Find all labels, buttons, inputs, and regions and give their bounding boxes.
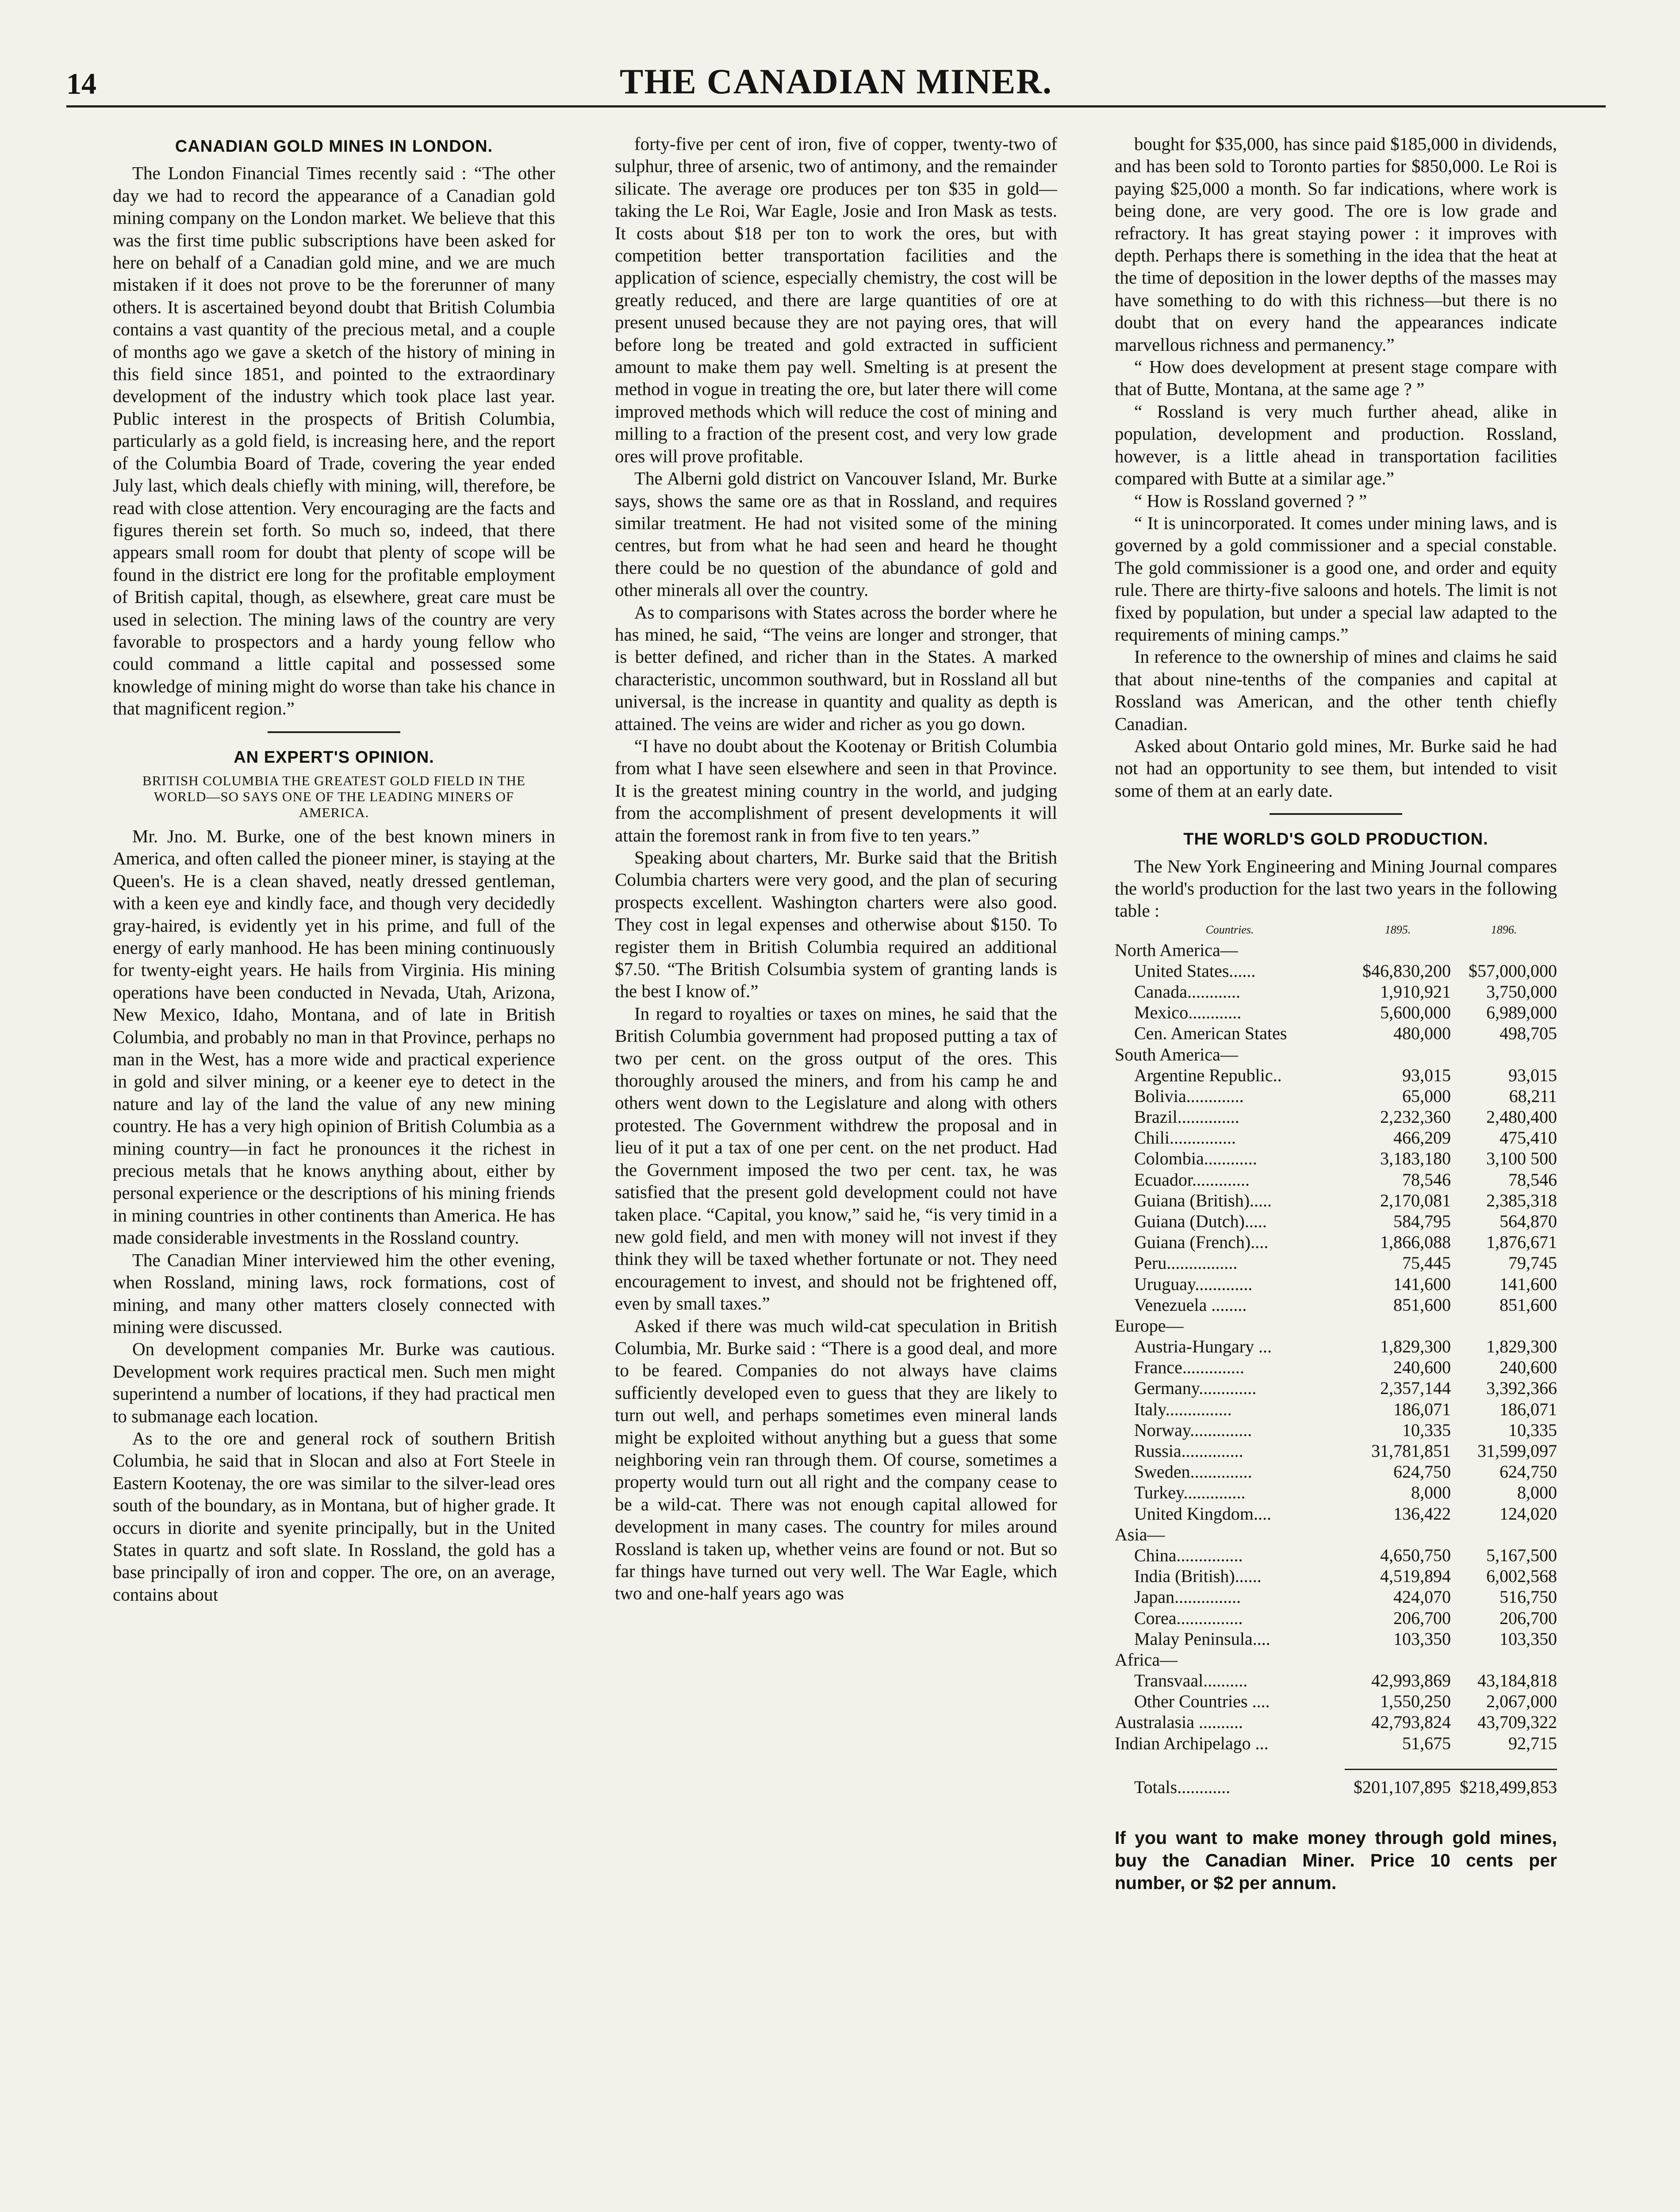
country-name: Uruguay............. <box>1134 1274 1253 1294</box>
table-row <box>1115 1566 1557 1586</box>
column-header-1895: 1895. <box>1385 923 1411 936</box>
value-1895: 624,750 <box>1393 1462 1451 1482</box>
region-heading: Africa— <box>1115 1649 1178 1670</box>
article-body <box>615 133 1057 1605</box>
table-row <box>1115 1628 1557 1649</box>
table-row <box>1115 1274 1557 1294</box>
country-name: Guiana (French).... <box>1134 1232 1269 1252</box>
table-row <box>1115 1065 1557 1086</box>
value-1896: 141,600 <box>1500 1274 1557 1294</box>
value-1895: 65,000 <box>1402 1086 1451 1106</box>
value-1895: 4,650,750 <box>1380 1545 1451 1565</box>
value-1895: 240,600 <box>1393 1357 1451 1378</box>
country-name: Colombia............ <box>1134 1148 1257 1169</box>
table-row <box>1115 1190 1557 1211</box>
table-row <box>1115 1399 1557 1420</box>
value-1896: 92,715 <box>1508 1733 1557 1753</box>
value-1896: 3,750,000 <box>1486 982 1557 1002</box>
value-1896: 240,600 <box>1500 1357 1557 1378</box>
country-name: Brazil.............. <box>1134 1107 1239 1127</box>
paragraph: On development companies Mr. Burke was cautious. Development work requires practical men. Such men might superintend a number of locations, if they had practical men to submanage each location. <box>113 1339 555 1426</box>
value-1895: 93,015 <box>1402 1065 1451 1085</box>
country-name: Norway.............. <box>1134 1420 1252 1440</box>
table-row <box>1115 1420 1557 1440</box>
value-1896: 43,184,818 <box>1477 1670 1557 1690</box>
paragraph: In regard to royalties or taxes on mines, he said that the British Columbia government had proposed putting a tax of two per cent. on the gross output of the ores. This thoroughly aroused the miners, and from his camp he and others went down to the Legislature and along with others protested. The Government withdrew the proposal and in lieu of it put a tax of one per cent. on the net product. Had the Government imposed the two per cent. tax, he was satisfied that the present gold development could not have taken place. “Capital, you know,” said he, “is very timid in a new gold field, and men with money will not invest if they think they will be taxed whether fortunate or not. They need encouragement to invest, and should not be frightened off, even by small taxes.” <box>615 1003 1057 1314</box>
value-1895: 4,519,894 <box>1380 1566 1451 1586</box>
paragraph: The Alberni gold district on Vancouver Island, Mr. Burke says, shows the same ore as that in Rossland, and requires similar treatment. He had not visited some of the mining centres, but from what he had seen and heard he thought there could be no question of the abundance of gold and other minerals all over the country. <box>615 468 1057 600</box>
country-name: Ecuador............. <box>1134 1169 1250 1190</box>
country-name: Russia.............. <box>1134 1441 1243 1461</box>
value-1896: 206,700 <box>1500 1608 1557 1628</box>
column-2 <box>615 133 1057 1605</box>
article-body <box>113 825 555 1605</box>
country-name: Cen. American States <box>1134 1023 1287 1044</box>
table-row <box>1115 1378 1557 1398</box>
paragraph: “ How is Rossland governed ? ” <box>1134 490 1367 511</box>
region-heading: North America— <box>1115 940 1238 960</box>
value-1896: 10,335 <box>1508 1420 1557 1440</box>
country-name: Japan............... <box>1134 1587 1241 1607</box>
table-row <box>1115 1169 1557 1190</box>
table-row <box>1115 1232 1557 1252</box>
table-row <box>1115 1691 1557 1712</box>
value-1896: 3,100 500 <box>1486 1148 1557 1169</box>
column-1 <box>113 133 555 1605</box>
table-row <box>1115 1608 1557 1628</box>
paragraph: bought for $35,000, has since paid $185,000 in dividends, and has been sold to Toronto parties for $850,000. Le Roi is paying $25,000 a month. So far indications, where work is being done, are very good. The ore is low grade and refractory. It has great staying power : it improves with depth. Perhaps there is something in the idea that the heat at the time of deposition in the lower depths of the masses may have something to do with this richness—but there is no doubt that on every hand the appearances indicate marvellous richness and permanency.” <box>1115 134 1557 355</box>
value-1895: 10,335 <box>1402 1420 1451 1440</box>
value-1896: 5,167,500 <box>1486 1545 1557 1565</box>
region-heading: Asia— <box>1115 1524 1165 1544</box>
value-1895: 103,350 <box>1393 1628 1451 1649</box>
value-1896: 124,020 <box>1500 1503 1557 1524</box>
region-heading: Europe— <box>1115 1316 1184 1336</box>
value-1895: 1,829,300 <box>1380 1336 1451 1357</box>
value-1896: 93,015 <box>1508 1065 1557 1085</box>
country-name: Sweden.............. <box>1134 1462 1252 1482</box>
paragraph: “ It is unincorporated. It comes under mining laws, and is governed by a gold commissioner and a special constable. The gold commissioner is a good one, and order and equity rule. There are thirty-five saloons and hotels. The limit is not fixed by population, but under a special law adapted to the requirements of mining camps.” <box>1115 512 1557 645</box>
country-name: Canada............ <box>1134 982 1240 1002</box>
value-1895: 1,550,250 <box>1380 1691 1451 1712</box>
value-1895: 136,422 <box>1393 1503 1451 1524</box>
value-1895: 851,600 <box>1393 1294 1451 1315</box>
value-1895: 1,910,921 <box>1380 982 1451 1002</box>
value-1896: $57,000,000 <box>1469 960 1557 981</box>
paragraph: Speaking about charters, Mr. Burke said that the British Columbia charters were very good, and the plan of securing prospects excellent. Washington charters were also good. They cost in legal expenses and otherwise about $150. To register them in British Columbia required an additional $7.50. “The British Colsumbia system of granting lands is the best I know of.” <box>615 847 1057 1002</box>
value-1896: 103,350 <box>1500 1628 1557 1649</box>
article-body <box>1115 133 1557 802</box>
country-name: Transvaal.......... <box>1134 1670 1248 1690</box>
value-1895: 584,795 <box>1393 1211 1451 1232</box>
table-row <box>1115 1733 1557 1754</box>
paper-name: THE CANADIAN MINER. <box>619 62 1053 101</box>
table-row <box>1115 1461 1557 1482</box>
totals-row <box>1115 1776 1557 1798</box>
page-number: 14 <box>66 67 96 100</box>
value-1896: 3,392,366 <box>1486 1378 1557 1398</box>
country-name: India (British)...... <box>1134 1566 1262 1586</box>
value-1896: 475,410 <box>1500 1128 1557 1148</box>
paragraph: Asked about Ontario gold mines, Mr. Burke said he had not had an opportunity to see them, but intended to visit some of them at an early date. <box>1115 735 1557 801</box>
value-1896: 31,599,097 <box>1477 1441 1557 1461</box>
value-1895: 424,070 <box>1393 1587 1451 1607</box>
table-row <box>1115 1357 1557 1378</box>
value-1895: 3,183,180 <box>1380 1148 1451 1169</box>
table-row <box>1115 1252 1557 1273</box>
country-name: Bolivia............. <box>1134 1086 1244 1106</box>
value-1896: 2,480,400 <box>1486 1107 1557 1127</box>
value-1896: 6,989,000 <box>1486 1002 1557 1023</box>
value-1895: 2,232,360 <box>1380 1107 1451 1127</box>
paragraph: The Canadian Miner interviewed him the other evening, when Rossland, mining laws, rock formations, cost of mining, and many other matters closely connected with mining were discussed. <box>113 1249 555 1337</box>
totals-label: Totals............ <box>1134 1777 1231 1797</box>
table-row <box>1115 1586 1557 1607</box>
country-name: China............... <box>1134 1545 1243 1565</box>
value-1896: 851,600 <box>1500 1294 1557 1315</box>
value-1895: $46,830,200 <box>1362 960 1451 981</box>
value-1895: 42,993,869 <box>1371 1670 1451 1690</box>
value-1895: 75,445 <box>1402 1253 1451 1273</box>
separator-rule <box>1270 813 1402 815</box>
subscription-notice: If you want to make money through gold mines, buy the Canadian Miner. Price 10 cents per number, or $2 per annum. <box>1115 1827 1557 1893</box>
country-name: Peru................ <box>1134 1253 1238 1273</box>
column-3 <box>1115 133 1557 1894</box>
value-1896: 6,002,568 <box>1486 1566 1557 1586</box>
value-1895: 2,357,144 <box>1380 1378 1451 1398</box>
value-1895: 78,546 <box>1402 1169 1451 1190</box>
value-1895: 42,793,824 <box>1371 1712 1451 1732</box>
table-row <box>1115 1127 1557 1148</box>
paragraph: The London Financial Times recently said : “The other day we had to record the appearance of a Canadian gold mining company on the London market. We believe that this was the first time public subscriptions have been asked for here on behalf of a Canadian gold mine, and we are much mistaken if it does not prove to be the forerunner of many others. It is ascertained beyond doubt that British Columbia contains a vast quantity of the precious metal, and a couple of months ago we gave a sketch of the history of mining in this field since 1851, and pointed to the extraordinary development of the industry which took place last year. Public interest in the prospects of British Columbia, particularly as a gold field, is increasing here, and the report of the Columbia Board of Trade, covering the year ended July last, which deals chiefly with mining, will, therefore, be read with close attention. Very encouraging are the facts and figures therein set forth. So much so, indeed, that there appears small room for doubt that plenty of scope will be found in the district ere long for the profitable employment of British capital, though, as elsewhere, great care must be used in selection. The mining laws of the country are very favorable to prospectors and a hardy young fellow who could command a little capital and possessed some knowledge of mining might do worse than take his chance in that magnificent region.” <box>113 163 555 719</box>
table-row <box>1115 1336 1557 1357</box>
country-name: Italy............... <box>1134 1399 1232 1419</box>
article-title: AN EXPERT'S OPINION. <box>234 748 434 767</box>
table-row <box>1115 1545 1557 1566</box>
paragraph: Asked if there was much wild-cat speculation in British Columbia, Mr. Burke said : “There is a good deal, and more to be feared. Companies do not always have claims sufficiently developed even to guess that they are likely to turn out well, and perhaps sometimes even mineral lands might be exploited without anything but a guess that some neighboring vein ran through them. Of course, sometimes a property would turn out all right and the company cease to be a wild-cat. There was not enough capital allowed for development in many cases. The country for miles around Rossland is taken up, whether veins are found or not. But so far things have turned out very well. The War Eagle, which two and one-half years ago was <box>615 1315 1057 1604</box>
value-1895: 2,170,081 <box>1380 1190 1451 1210</box>
country-name: Corea............... <box>1134 1608 1243 1628</box>
country-name: Germany............. <box>1134 1378 1257 1398</box>
country-name: Venezuela ........ <box>1134 1294 1247 1315</box>
value-1895: 51,675 <box>1402 1733 1451 1753</box>
article-subheading: BRITISH COLUMBIA THE GREATEST GOLD FIELD IN THE WORLD—SO SAYS ONE OF THE LEADING MINERS OF AMERICA. <box>142 772 525 820</box>
value-1895: 186,071 <box>1393 1399 1451 1419</box>
table-row <box>1115 1482 1557 1503</box>
masthead-rule <box>66 105 1606 108</box>
paragraph: Mr. Jno. M. Burke, one of the best known miners in America, and often called the pioneer miner, is staying at the Queen's. He is a clean shaved, neatly dressed gentleman, with a keen eye and kindly face, and though very decidedly gray-haired, is evidently yet in his prime, and full of the energy of early manhood. He has been mining continuously for twenty-eight years. He hails from Virginia. His mining operations have been conducted in Nevada, Utah, Arizona, New Mexico, Idaho, Montana, and of late in British Columbia, and probably no man in that Province, perhaps no man in the West, has a more wide and practical experience in gold and silver mining, or a keener eye to detect in the nature and lay of the land the value of any new mining country. He has a very high opinion of British Columbia as a mining country—in fact he pronounces it the richest in precious metals that he knows anything about, either by personal experience or the descriptions of his mining friends in mining countries in other continents than America. He has made considerable investments in the Rossland country. <box>113 826 555 1248</box>
table-row <box>1115 1023 1557 1044</box>
country-name: Australasia .......... <box>1115 1712 1243 1732</box>
value-1896: 2,385,318 <box>1486 1190 1557 1210</box>
gold-production-table <box>1115 940 1557 1754</box>
country-name: Mexico............ <box>1134 1002 1242 1023</box>
country-name: Other Countries .... <box>1134 1691 1270 1712</box>
country-name: France.............. <box>1134 1357 1244 1378</box>
country-name: Turkey.............. <box>1134 1482 1246 1503</box>
value-1896: 186,071 <box>1500 1399 1557 1419</box>
value-1896: 2,067,000 <box>1486 1691 1557 1712</box>
value-1896: 624,750 <box>1500 1462 1557 1482</box>
country-name: Indian Archipelago ... <box>1115 1733 1269 1753</box>
value-1896: 564,870 <box>1500 1211 1557 1232</box>
totals-1895: $201,107,895 <box>1354 1777 1451 1797</box>
value-1895: 5,600,000 <box>1380 1002 1451 1023</box>
table-row <box>1115 1002 1557 1023</box>
paragraph: In reference to the ownership of mines and claims he said that about nine-tenths of the companies and capital at Rossland was American, and the other tenth chiefly Canadian. <box>1115 646 1557 734</box>
value-1895: 31,781,851 <box>1371 1441 1451 1461</box>
country-name: United Kingdom.... <box>1134 1503 1271 1524</box>
table-row <box>1115 981 1557 1002</box>
totals-1896: $218,499,853 <box>1460 1777 1557 1797</box>
value-1895: 206,700 <box>1393 1608 1451 1628</box>
country-name: Austria-Hungary ... <box>1134 1336 1272 1357</box>
table-row <box>1115 1712 1557 1732</box>
paragraph: As to the ore and general rock of southern British Columbia, he said that in Slocan and also at Fort Steele in Eastern Kootenay, the ore was similar to the silver-lead ores south of the boundary, as in Montana, but of higher grade. It occurs in diorite and syenite principally, but in the United States in quartz and soft slate. In Rossland, the gold has a base principally of iron and copper. The ore, on an average, contains about <box>113 1428 555 1605</box>
value-1896: 79,745 <box>1508 1253 1557 1273</box>
table-row <box>1115 1086 1557 1106</box>
article-body <box>113 162 555 719</box>
value-1896: 78,546 <box>1508 1169 1557 1190</box>
column-header-1896: 1896. <box>1491 923 1517 936</box>
table-row <box>1115 1148 1557 1169</box>
value-1896: 68,211 <box>1509 1086 1557 1106</box>
value-1896: 516,750 <box>1500 1587 1557 1607</box>
table-row <box>1115 1106 1557 1127</box>
value-1896: 498,705 <box>1500 1023 1557 1044</box>
country-name: Chili............... <box>1134 1128 1236 1148</box>
value-1896: 1,876,671 <box>1486 1232 1557 1252</box>
value-1896: 43,709,322 <box>1477 1712 1557 1732</box>
value-1896: 1,829,300 <box>1486 1336 1557 1357</box>
value-1895: 141,600 <box>1393 1274 1451 1294</box>
value-1895: 480,000 <box>1393 1023 1451 1044</box>
paragraph: “ Rossland is very much further ahead, alike in population, development and production. Rossland, however, is a little ahead in transportation facilities compared with Butte at a similar age.” <box>1115 401 1557 489</box>
country-name: Guiana (Dutch)..... <box>1134 1211 1267 1232</box>
article-title: CANADIAN GOLD MINES IN LONDON. <box>175 137 493 156</box>
article-title: THE WORLD'S GOLD PRODUCTION. <box>1183 830 1488 849</box>
region-heading: South America— <box>1115 1044 1238 1064</box>
country-name: Guiana (British)..... <box>1134 1190 1272 1210</box>
country-name: Argentine Republic.. <box>1134 1065 1282 1085</box>
paragraph: “I have no doubt about the Kootenay or British Columbia from what I have seen elsewhere and seen in that Province. It is the greatest mining country in the world, and judging from the accomplishment of present developments it will attain the foremost rank in from five to ten years.” <box>615 735 1057 845</box>
masthead <box>66 53 1606 119</box>
value-1895: 8,000 <box>1411 1482 1451 1503</box>
country-name: United States...... <box>1134 960 1256 981</box>
table-row <box>1115 960 1557 981</box>
table-row <box>1115 1670 1557 1691</box>
table-header <box>1115 922 1557 938</box>
value-1895: 1,866,088 <box>1380 1232 1451 1252</box>
paragraph: As to comparisons with States across the border where he has mined, he said, “The veins are longer and stronger, that is better defined, and richer than in the States. A marked characteristic, uncommon southward, but in Rossland all but universal, is the increase in quantity and quality as depth is attained. The veins are wider and richer as you go down. <box>615 602 1057 734</box>
paragraph: “ How does development at present stage compare with that of Butte, Montana, at the same age ? ” <box>1115 357 1557 399</box>
value-1895: 466,209 <box>1393 1128 1451 1148</box>
table-intro: The New York Engineering and Mining Journal compares the world's production for the last two years in the following table : <box>1115 856 1557 921</box>
table-row <box>1115 1440 1557 1461</box>
totals-rule <box>1345 1769 1557 1770</box>
paragraph: forty-five per cent of iron, five of copper, twenty-two of sulphur, three of arsenic, two of antimony, and the remainder silicate. The average ore produces per ton $35 in gold—taking the Le Roi, War Eagle, Josie and Iron Mask as tests. It costs about $18 per ton to work the ores, but with competition better transportation facilities and the application of science, especially chemistry, the cost will be greatly reduced, and there are large quantities of ore at present unused because they are not paying ores, that will before long be treated and gold extracted in sufficient amount to make them pay well. Smelting is at present the method in vogue in treating the ore, but later there will come improved methods which will reduce the cost of mining and milling to a fraction of the present cost, and very low grade ores will prove profitable. <box>615 134 1057 466</box>
column-header-countries: Countries. <box>1205 923 1254 936</box>
table-row <box>1115 1294 1557 1315</box>
table-row <box>1115 1503 1557 1524</box>
separator-rule <box>268 731 400 733</box>
table-row <box>1115 1211 1557 1232</box>
value-1896: 8,000 <box>1517 1482 1557 1503</box>
country-name: Malay Peninsula.... <box>1134 1628 1270 1649</box>
